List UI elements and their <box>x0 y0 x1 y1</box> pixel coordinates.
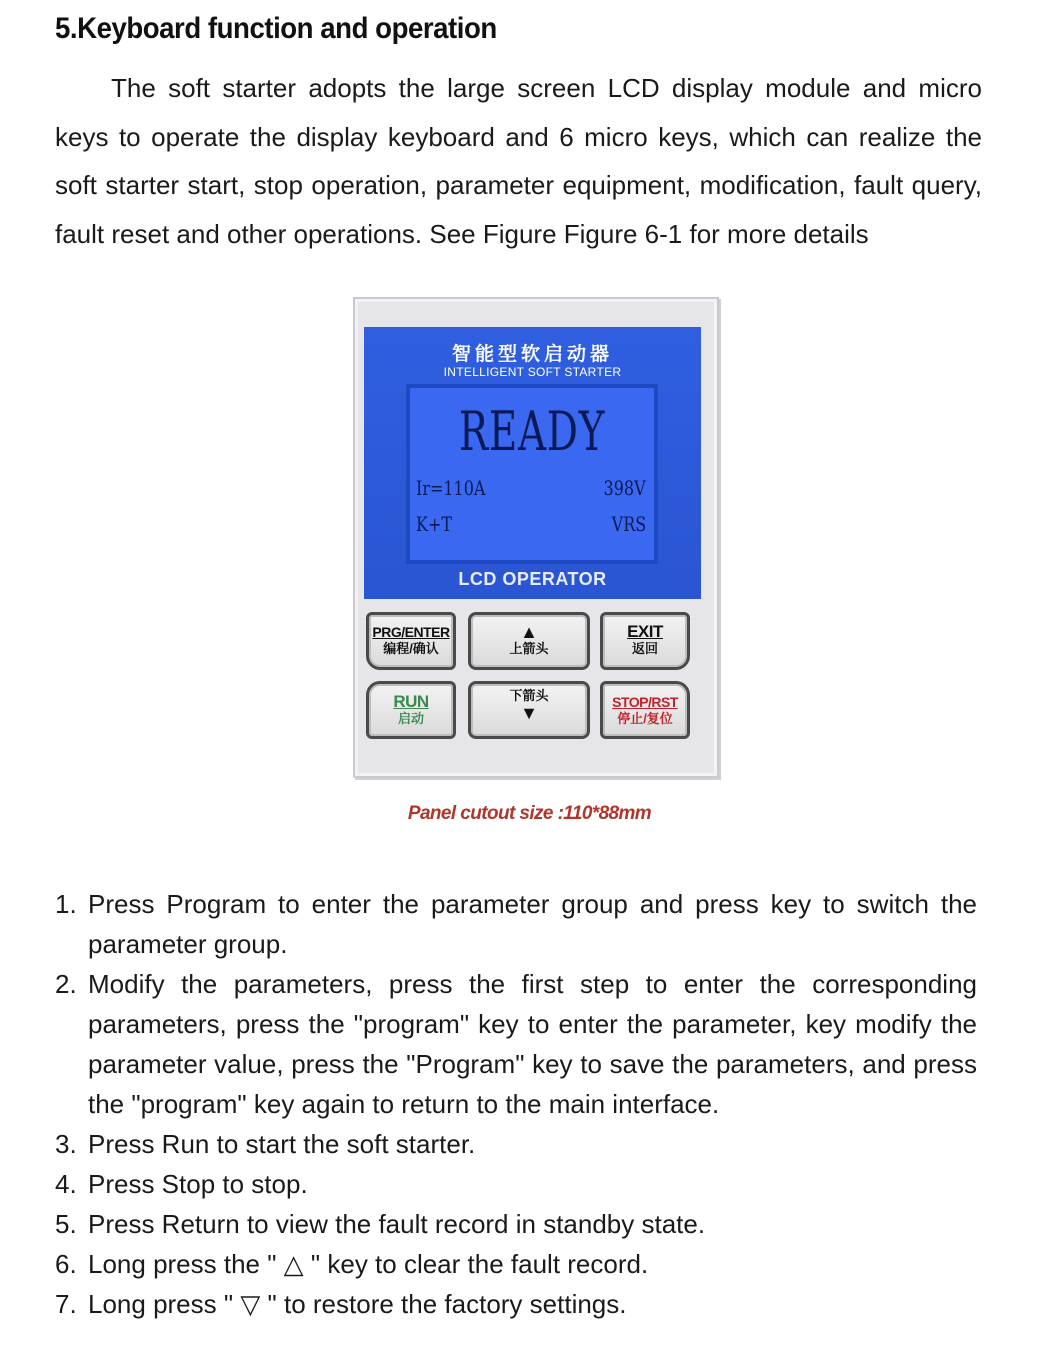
section-heading: 5.Keyboard function and operation <box>55 12 497 45</box>
stop-rst-key-label: STOP/RST <box>612 694 678 710</box>
operator-panel-image <box>353 297 719 778</box>
run-key-label-cn: 启动 <box>397 711 424 726</box>
operation-steps-list <box>55 884 977 1324</box>
stop-rst-key-label-cn: 停止/复位 <box>617 711 673 726</box>
exit-key-label: EXIT <box>627 622 663 641</box>
exit-key <box>600 612 690 670</box>
step-text: Long press the " △ " key to clear the fault record. <box>88 1249 649 1279</box>
stop-rst-key <box>600 681 690 739</box>
lcd-screen <box>406 384 658 564</box>
lcd-status-text: READY <box>458 400 606 463</box>
list-item <box>55 1284 977 1324</box>
lcd-vrs-readout: VRS <box>611 512 646 536</box>
list-item <box>55 964 977 1124</box>
display-module <box>364 327 701 599</box>
lcd-voltage-readout: 398V <box>603 476 646 500</box>
list-item <box>55 884 977 964</box>
step-text: Long press " ▽ " to restore the factory settings. <box>88 1289 627 1319</box>
panel-title-cn: 智能型软启动器 <box>451 344 613 365</box>
list-item <box>55 1164 977 1204</box>
figure-caption: Panel cutout size :110*88mm <box>407 803 652 824</box>
step-number: 2. <box>55 969 77 999</box>
lcd-operator-label: LCD OPERATOR <box>458 569 607 589</box>
list-item <box>55 1244 977 1284</box>
down-arrow-icon: ▼ <box>520 703 538 723</box>
down-arrow-key <box>468 681 590 739</box>
list-item <box>55 1204 977 1244</box>
prg-enter-key-label: PRG/ENTER <box>372 624 450 640</box>
step-text: Modify the parameters, press the first step to enter the corresponding parameters, press the "program" key to enter the parameter, key modify the parameter value, press the "Program" key to save the parameters, and press the "program" key again to return to the main interface. <box>88 969 977 1119</box>
run-key <box>366 681 456 739</box>
step-number: 6. <box>55 1249 77 1279</box>
step-text: Press Stop to stop. <box>88 1169 308 1199</box>
step-number: 4. <box>55 1169 77 1199</box>
up-arrow-icon: ▲ <box>520 622 538 642</box>
step-number: 7. <box>55 1289 77 1319</box>
lcd-mode-readout: K+T <box>416 512 453 536</box>
step-number: 5. <box>55 1209 77 1239</box>
panel-title-en: INTELLIGENT SOFT STARTER <box>443 365 622 379</box>
exit-key-label-cn: 返回 <box>631 641 658 656</box>
step-text: Press Program to enter the parameter group and press key to switch the parameter group. <box>88 889 977 959</box>
lcd-current-readout: Ir=110A <box>416 476 486 500</box>
intro-paragraph: The soft starter adopts the large screen LCD display module and micro keys to operate the display keyboard and 6 micro keys, which can realize the soft starter start, stop operation, parameter equipment, modification, fault query, fault reset and other operations. See Figure Figure 6-1 for more details <box>55 73 982 249</box>
list-item <box>55 1124 977 1164</box>
step-number: 3. <box>55 1129 77 1159</box>
prg-enter-key-label-cn: 编程/确认 <box>383 641 439 656</box>
up-arrow-key-label-cn: 上箭头 <box>509 641 549 656</box>
down-arrow-key-label-cn: 下箭头 <box>509 688 549 703</box>
up-arrow-key <box>468 612 590 670</box>
step-number: 1. <box>55 889 77 919</box>
run-key-label: RUN <box>393 692 429 711</box>
prg-enter-key <box>366 612 456 670</box>
step-text: Press Return to view the fault record in standby state. <box>88 1209 706 1239</box>
step-text: Press Run to start the soft starter. <box>88 1129 476 1159</box>
